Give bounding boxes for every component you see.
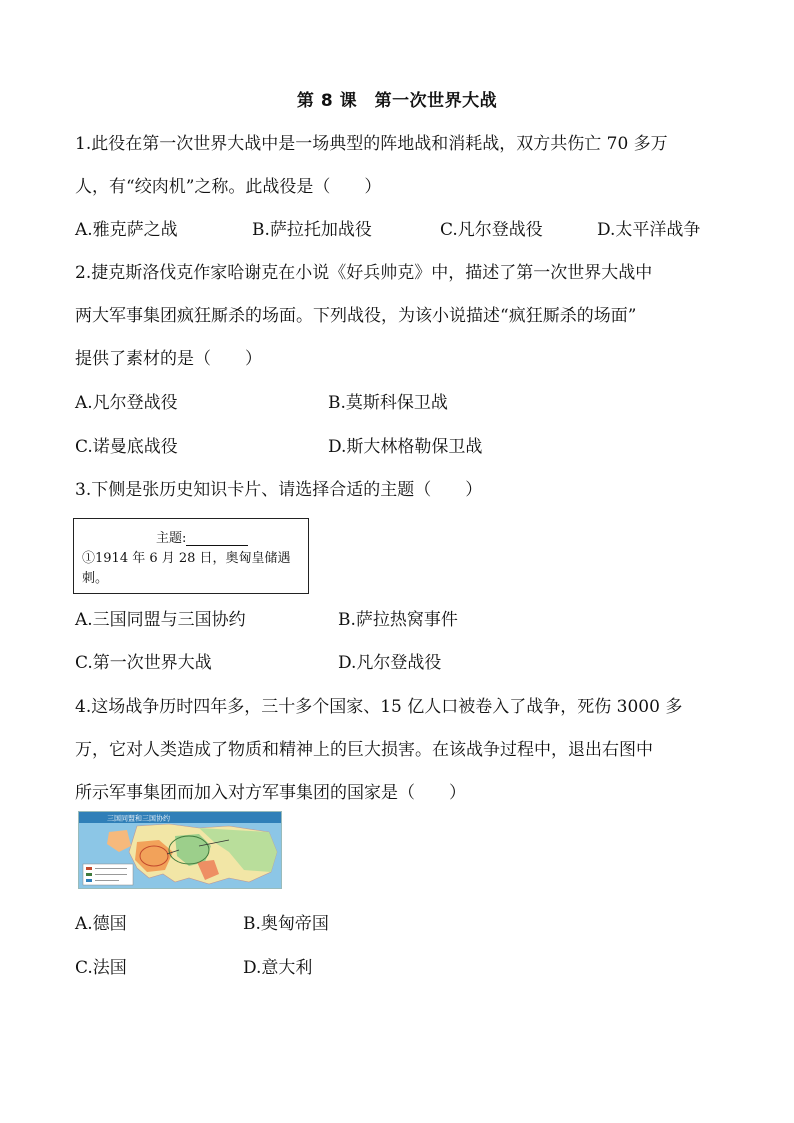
question-1-option-a: A.雅克萨之战 [75, 220, 178, 240]
question-1-option-d: D.太平洋战争 [597, 220, 701, 240]
question-4-option-d: D.意大利 [243, 958, 313, 978]
question-1-line-2: 人，有“绞肉机”之称。此战役是（ ） [75, 177, 382, 197]
question-2-line-1: 2.捷克斯洛伐克作家哈谢克在小说《好兵帅克》中，描述了第一次世界大战中 [75, 263, 653, 283]
question-2-line-2: 两大军事集团疯狂厮杀的场面。下列战役，为该小说描述“疯狂厮杀的场面” [75, 306, 637, 326]
history-knowledge-card [73, 518, 309, 594]
question-4-line-1: 4.这场战争历时四年多，三十多个国家、15 亿人口被卷入了战争，死伤 3000 多 [75, 697, 683, 717]
question-2-option-b: B.莫斯科保卫战 [328, 393, 448, 413]
question-4-option-b: B.奥匈帝国 [243, 914, 329, 934]
question-4-option-c: C.法国 [75, 958, 127, 978]
question-2-option-c: C.诺曼底战役 [75, 437, 178, 457]
card-topic-blank [186, 531, 248, 546]
card-topic [156, 527, 248, 546]
question-4-line-2: 万，它对人类造成了物质和精神上的巨大损害。在该战争过程中，退出右图中 [75, 740, 653, 760]
question-2-option-d: D.斯大林格勒保卫战 [328, 437, 483, 457]
map-title: 三国同盟和三国协约 [107, 814, 170, 823]
question-4-option-a: A.德国 [75, 914, 127, 934]
map-illustration [79, 812, 281, 888]
question-1-option-b: B.萨拉托加战役 [252, 220, 372, 240]
question-3-option-b: B.萨拉热窝事件 [338, 610, 458, 630]
question-1-option-c: C.凡尔登战役 [440, 220, 543, 240]
card-topic-label: 主题: [156, 531, 187, 546]
page-title: 第 8 课 第一次世界大战 [296, 91, 498, 111]
europe-alliances-map [78, 811, 282, 889]
question-4-line-3: 所示军事集团而加入对方军事集团的国家是（ ） [75, 783, 466, 803]
question-2-line-3: 提供了素材的是（ ） [75, 349, 262, 369]
question-1-line-1: 1.此役在第一次世界大战中是一场典型的阵地战和消耗战，双方共伤亡 70 多万 [75, 134, 668, 154]
question-3-line-1: 3.下侧是张历史知识卡片、请选择合适的主题（ ） [75, 480, 483, 500]
card-fact: ①1914 年 6 月 28 日，奥匈皇储遇刺。 [82, 551, 291, 586]
question-3-option-c: C.第一次世界大战 [75, 653, 212, 673]
question-3-option-a: A.三国同盟与三国协约 [75, 610, 246, 630]
question-3-option-d: D.凡尔登战役 [338, 653, 442, 673]
question-2-option-a: A.凡尔登战役 [75, 393, 178, 413]
